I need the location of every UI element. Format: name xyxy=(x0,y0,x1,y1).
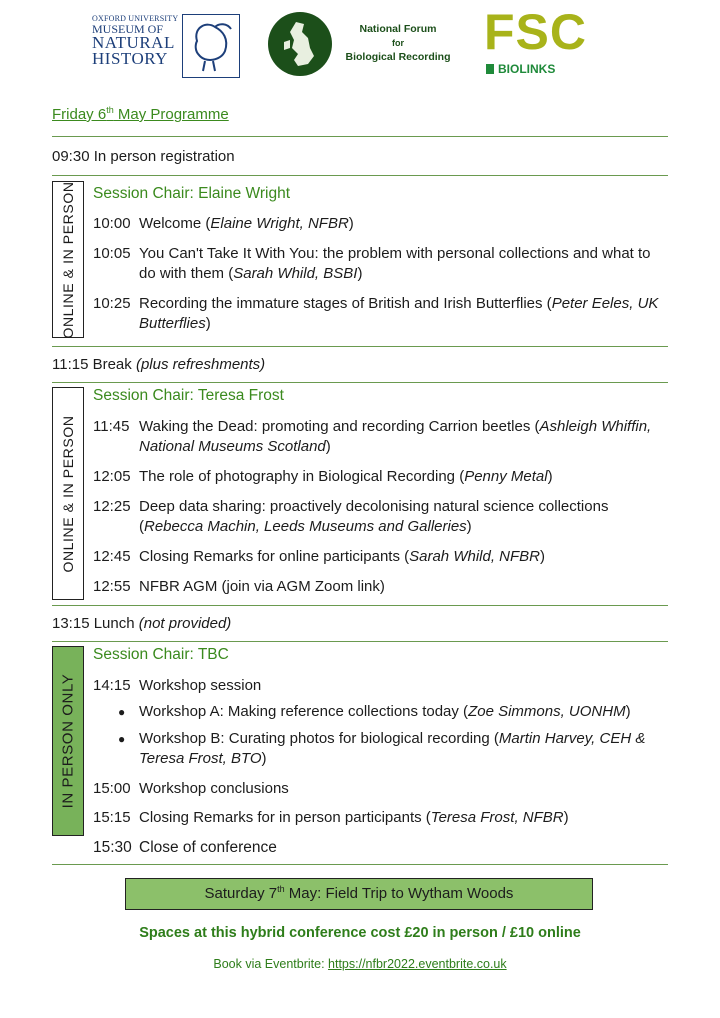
uk-map-icon xyxy=(268,12,332,76)
divider xyxy=(52,864,668,865)
session2-side-label: ONLINE & IN PERSON xyxy=(52,387,84,600)
session1-side-label: ONLINE & IN PERSON xyxy=(52,181,84,338)
saturday-field-trip-box: Saturday 7th May: Field Trip to Wytham Woods xyxy=(125,878,593,910)
divider xyxy=(52,641,668,642)
session2-chair: Session Chair: Teresa Frost xyxy=(93,387,284,404)
fsc-logo-sub: BIOLINKS xyxy=(498,62,556,76)
oxford-logo-line2: MUSEUM OF xyxy=(92,22,164,36)
fsc-logo-bar xyxy=(486,64,494,74)
divider xyxy=(52,382,668,383)
divider xyxy=(52,136,668,137)
fsc-logo-main: FSC xyxy=(484,4,587,60)
nfbr-logo-circle xyxy=(268,12,332,76)
nfbr-line2: for xyxy=(392,38,404,48)
divider xyxy=(52,346,668,347)
programme-heading: Friday 6th May Programme xyxy=(52,105,229,123)
oxford-logo-line1: OXFORD UNIVERSITY xyxy=(92,14,179,23)
booking-line xyxy=(0,957,720,971)
session3-side-label: IN PERSON ONLY xyxy=(52,646,84,836)
dodo-icon xyxy=(182,14,240,78)
cost-text: Spaces at this hybrid conference cost £20 in person / £10 online xyxy=(139,925,581,941)
eventbrite-link[interactable]: https://nfbr2022.eventbrite.co.uk xyxy=(328,957,507,971)
break-row: 11:15 Break (plus refreshments) xyxy=(52,356,266,373)
session1-chair: Session Chair: Elaine Wright xyxy=(93,185,290,202)
session3-chair: Session Chair: TBC xyxy=(93,646,229,663)
oxford-logo-line3: NATURAL xyxy=(92,33,175,52)
bullet-icon: ● xyxy=(118,732,126,746)
divider xyxy=(52,605,668,606)
nfbr-line1: National Forum xyxy=(359,23,437,35)
booking-label: Book via Eventbrite: xyxy=(213,957,329,971)
fsc-logo xyxy=(484,4,594,78)
registration-row: 09:30 In person registration xyxy=(52,148,235,165)
nfbr-line3: Biological Recording xyxy=(345,51,451,63)
divider xyxy=(52,175,668,176)
oxford-logo-line4: HISTORY xyxy=(92,49,168,68)
nfbr-logo-text xyxy=(336,22,460,64)
oxford-logo xyxy=(92,14,238,78)
lunch-row: 13:15 Lunch (not provided) xyxy=(52,615,232,632)
bullet-icon: ● xyxy=(118,705,126,719)
